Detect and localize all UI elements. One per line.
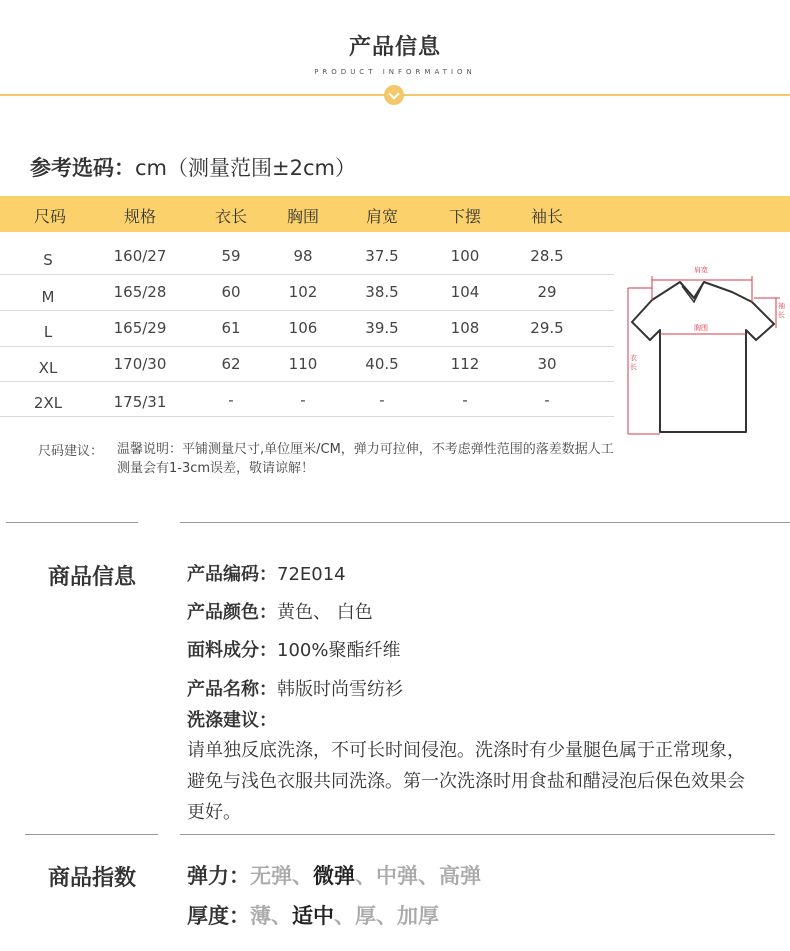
cell-chest: 106 [288,319,318,337]
product-index-title: 商品指数 [48,866,137,891]
elastic-option: 中弹 [376,864,418,888]
cell-shoulder: 40.5 [365,355,399,373]
cell-size: L [43,323,53,341]
row-divider [0,346,614,347]
col-header-chest: 胸围 [286,207,319,226]
elastic-option: 高弹 [439,864,481,888]
cell-shoulder: 37.5 [365,247,399,265]
cell-length: 60 [221,283,241,301]
product-color-label: 产品颜色： [187,602,277,623]
tshirt-diagram [622,262,790,440]
thickness-options [250,904,439,928]
elastic-option: 微弹 [313,864,355,888]
thickness-label: 厚度： [187,904,250,928]
cell-spec: 175/31 [113,393,167,411]
cell-sleeve: 28.5 [530,247,564,265]
elastic-option: 、 [418,864,439,888]
thickness-option: 加厚 [397,904,439,928]
product-color-row [187,598,373,624]
cell-hem: 112 [450,355,480,373]
cell-sleeve: 30 [537,355,557,373]
row-divider [0,381,614,382]
col-header-size: 尺码 [33,207,66,226]
size-table-header [0,196,790,232]
cell-length: - [228,391,234,409]
cell-chest: 102 [288,283,318,301]
col-header-sleeve: 袖长 [530,207,563,226]
thickness-option: 厚 [355,904,376,928]
wash-row [187,706,277,732]
col-header-length: 衣长 [214,207,247,226]
cell-length: 62 [221,355,241,373]
divider [180,834,775,835]
size-reference-title [30,152,356,182]
product-name-row [187,675,403,701]
size-note-text: 温馨说明：平铺测量尺寸,单位厘米/CM，弹力可拉伸，不考虑弹性范围的落差数据人工测量会有1-3cm误差，敬请谅解！ [117,442,614,476]
page-title: 产品信息 [348,35,441,60]
elastic-option: 无弹 [250,864,292,888]
thickness-option: 适中 [292,904,334,928]
product-fabric-label: 面料成分： [187,640,277,661]
label-length: 衣长 [630,354,637,371]
thickness-option: 薄 [250,904,271,928]
cell-hem: 100 [450,247,480,265]
wash-label: 洗涤建议： [187,710,277,731]
cell-spec: 160/27 [113,247,167,265]
cell-chest: - [300,391,306,409]
elastic-option: 、 [292,864,313,888]
cell-hem: 104 [450,283,480,301]
label-chest: 胸围 [694,324,708,332]
cell-hem: - [462,391,468,409]
row-divider [0,274,614,275]
cell-spec: 170/30 [113,355,167,373]
product-fabric-row [187,636,400,662]
cell-size: 2XL [33,394,63,412]
product-code-label: 产品编码： [187,564,277,585]
product-name-value: 韩版时尚雪纺衫 [277,679,403,700]
label-shoulder: 肩宽 [694,266,708,274]
col-header-spec: 规格 [123,207,156,226]
product-fabric-value: 100%聚酯纤维 [277,640,401,661]
thickness-option: 、 [334,904,355,928]
row-divider [0,416,614,417]
col-header-shoulder: 肩宽 [365,207,398,226]
thickness-row [187,900,439,930]
cell-length: 61 [221,319,241,337]
cell-length: 59 [221,247,241,265]
divider [25,834,158,835]
cell-spec: 165/28 [113,283,167,301]
tshirt-outline-icon [622,262,790,440]
goods-info-title: 商品信息 [48,565,137,590]
cell-size: XL [38,359,58,377]
elastic-row [187,860,481,890]
cell-chest: 98 [293,247,313,265]
row-divider [0,310,614,311]
size-reference-label: 参考选码： [30,156,135,180]
cell-spec: 165/29 [113,319,167,337]
cell-sleeve: - [544,391,550,409]
thickness-option: 、 [376,904,397,928]
wash-text: 请单独反底洗涤，不可长时间侵泡。洗涤时有少量腿色属于正常现象，避免与浅色衣服共同洗涤。第一次洗涤时用食盐和醋浸泡后保色效果会更好。 [187,740,745,823]
chevron-down-icon [384,85,404,105]
elastic-options [250,864,481,888]
product-code-row [187,560,346,586]
divider [180,522,790,523]
cell-shoulder: 39.5 [365,319,399,337]
thickness-option: 、 [271,904,292,928]
cell-shoulder: 38.5 [365,283,399,301]
page-subtitle: PRODUCT INFORMATION [314,68,476,76]
cell-sleeve: 29.5 [530,319,564,337]
cell-shoulder: - [379,391,385,409]
cell-sleeve: 29 [537,283,557,301]
label-sleeve: 袖长 [778,302,785,319]
product-code-value: 72E014 [277,564,346,585]
size-reference-unit: cm（测量范围±2cm） [135,156,356,180]
elastic-label: 弹力： [187,864,250,888]
divider [6,522,138,523]
size-note-label: 尺码建议： [38,444,104,459]
product-name-label: 产品名称： [187,679,277,700]
col-header-hem: 下摆 [448,207,481,226]
product-color-value: 黄色、 白色 [277,602,373,623]
cell-size: S [43,251,53,269]
cell-chest: 110 [288,355,318,373]
elastic-option: 、 [355,864,376,888]
cell-hem: 108 [450,319,480,337]
cell-size: M [41,288,55,306]
